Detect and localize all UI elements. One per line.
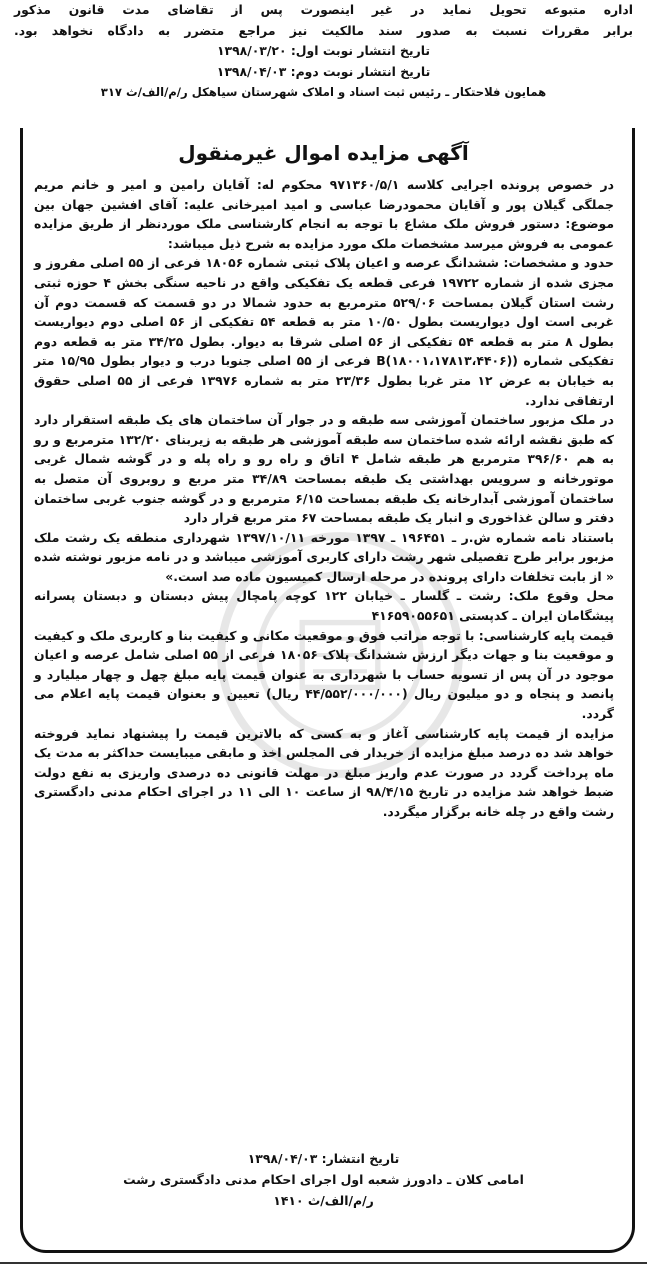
notice-footer [24, 1148, 623, 1211]
notice-body [34, 175, 614, 822]
previous-notice-line: برابر مقررات نسبت به صدور سند مالکیت نیز مراجع متضرر به دادگاه نخواهد بود. [14, 22, 633, 38]
notice-paragraph: قیمت پایه کارشناسی: با توجه مراتب فوق و موقعیت مکانی و کیفیت بنا و کاربری ملک و کیفیت و موقعیت بنا و جهات دیگر ارزش ششدانگ پلاک ۱۸۰۵۶ فرعی از ۵۵ اصلی شامل عرصه و اعیان موجود در آن پس از تسویه حساب با شهرداری به عنوان قیمت پایه مبلغ چهل و چهار میلیارد و پانصد و پنجاه و دو میلیون ریال (۴۴/۵۵۲/۰۰۰/۰۰۰ ریال) تعیین و بعنوان قیمت پایه اعلام می گردد. [34, 627, 614, 722]
notice-title: آگهی مزایده اموال غیرمنقول [178, 141, 469, 165]
previous-notice-line: اداره متبوعه تحویل نماید در غیر اینصورت پس از تقاضای مدت قانون مذکور [14, 2, 633, 17]
previous-notice-pub-second: تاریخ انتشار نوبت دوم: ۱۳۹۸/۰۴/۰۳ [216, 63, 431, 79]
notice-signature: امامی کلان ـ دادورز شعبه اول اجرای احکام مدنی دادگستری رشت [123, 1172, 524, 1187]
notice-paragraph: باستناد نامه شماره ش.ر ـ ۱۹۶۴۵۱ ـ ۱۳۹۷ مورخه ۱۳۹۷/۱۰/۱۱ شهرداری منطقه یک رشت ملک مزبور برابر طرح تفصیلی شهر رشت دارای کاربری آموزشی میباشد و در نامه مزبور نوشته شده « از بابت تخلفات دارای پرونده در مرحله ارسال کمیسیون ماده صد است.» [34, 529, 614, 584]
page-bottom-rule [0, 1262, 647, 1264]
previous-notice-signature: همایون فلاحتکار ـ رئیس ثبت اسناد و املاک شهرستان سیاهکل ر/م/الف/ث ۳۱۷ [100, 85, 547, 99]
notice-paragraph: در خصوص پرونده اجرایی کلاسه ۹۷۱۳۶۰/۵/۱ محکوم له: آقایان رامین و امیر و خانم مریم جملگی گیلان پور و آقایان محمودرضا عباسی و امید امیرخانی علیه: آقای افشین جهان بین موضوع: دستور فروش ملک مشاع با توجه به انجام کارشناسی ملک موردنظر از طریق مزایده عمومی به فروش میرسد مشخصات ملک مورد مزایده به شرح ذیل میباشد: [34, 177, 614, 251]
notice-paragraph: در ملک مزبور ساختمان آموزشی سه طبقه و در جوار آن ساختمان های یک طبقه استقرار دارد که طبق نقشه ارائه شده ساختمان سه طبقه آموزشی هر طبقه به زیربنای ۱۳۲/۲۰ مترمربع و رو به هم ۳۹۶/۶۰ مترمربع هر طبقه شامل ۴ اتاق و راه رو و راه پله و در گوشه شمال غربی موتورخانه و سرویس بهداشتی یک طبقه بمساحت ۳۴/۸۹ متر مربع و روبروی آن متصل به ساختمان آموزشی آبدارخانه یک طبقه بمساحت ۶/۱۵ مترمربع و در گوشه جنوب غربی ساختمان دفتر و سالن غذاخوری و انبار یک طبقه بمساحت ۶۷ متر مربع قرار دارد [34, 412, 615, 526]
notice-pub-date: تاریخ انتشار: ۱۳۹۸/۰۴/۰۳ [247, 1151, 400, 1166]
notice-paragraph: حدود و مشخصات: ششدانگ عرصه و اعیان پلاک ثبتی شماره ۱۸۰۵۶ فرعی از ۵۵ اصلی مفروز و مجزی شده از شماره ۱۹۷۲۲ فرعی قطعه یک تفکیکی واقع در ناحیه سنگی بخش ۴ حوزه ثبتی رشت استان گیلان بمساحت ۵۲۹/۰۶ مترمربع به حدود شمالا در دو قسمت که قسمت دوم آن غربی است اول دیواریست بطول ۱۰/۵۰ متر به قطعه ۵۴ تفکیکی از ۵۶ اصلی دوم دیواریست بطول ۸ متر به قطعه ۵۴ تفکیکی از ۵۶ اصلی شرقا به دیوار. بطول ۳۴/۲۵ متر به قطعه دوم تفکیکی شماره ((B(۱۸۰۰۱،۱۷۸۱۳،۴۴۰۶ فرعی از ۵۵ اصلی جنوبا درب و دیوار بطول ۱۵/۹۵ متر به خیابان به عرض ۱۲ متر غربا بطول ۲۳/۳۶ متر به شماره ۱۳۹۷۶ فرعی از ۵۵ اصلی حقوق ارتفاقی ندارد. [34, 255, 615, 408]
notice-reference: ر/م/الف/ث ۱۴۱۰ [273, 1193, 374, 1208]
previous-notice-tail [0, 0, 647, 126]
previous-notice-pub-first: تاریخ انتشار نوبت اول: ۱۳۹۸/۰۳/۲۰ [216, 43, 431, 58]
notice-paragraph: مزایده از قیمت پایه کارشناسی آغاز و به کسی که بالاترین قیمت را پیشنهاد نماید فروخته خواهد شد ده درصد مبلغ مزایده از خریدار فی المجلس اخذ و مابقی میبایست حداکثر به مدت یک ماه پرداخت گردد در صورت عدم واریز مبلغ در مهلت قانونی ده درصدی واریزی به نفع دولت ضبط خواهد شد مزایده در تاریخ ۹۸/۴/۱۵ از ساعت ۱۰ الی ۱۱ در اجرای احکام مدنی دادگستری رشت واقع در چله خانه برگزار میگردد. [34, 725, 614, 819]
notice-paragraph: محل وقوع ملک: رشت ـ گلسار ـ خیابان ۱۲۲ کوچه پامچال پیش دبستان و دبستان پسرانه پیشگامان ایران ـ کدپستی ۴۱۶۵۹۰۵۵۶۵۱ [34, 588, 614, 624]
